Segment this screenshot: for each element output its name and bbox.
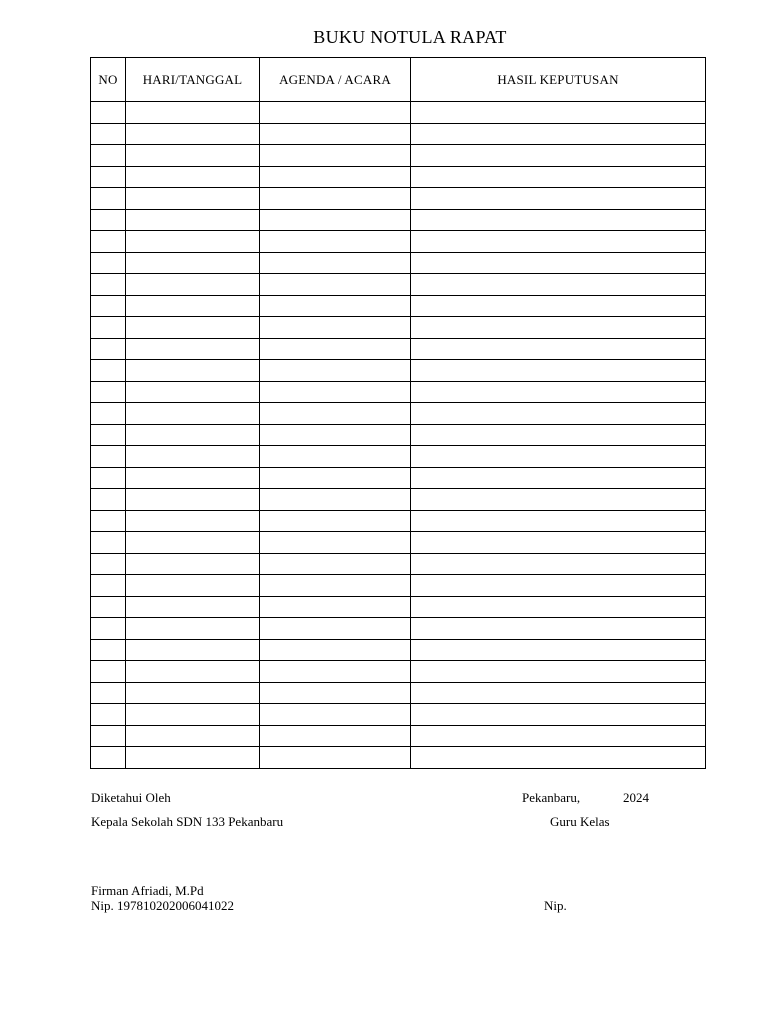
table-row xyxy=(91,467,706,489)
cell-no xyxy=(91,145,126,167)
cell-no xyxy=(91,424,126,446)
cell-result xyxy=(411,145,706,167)
cell-no xyxy=(91,231,126,253)
cell-agenda xyxy=(260,295,411,317)
cell-date xyxy=(126,166,260,188)
cell-agenda xyxy=(260,596,411,618)
cell-date xyxy=(126,510,260,532)
cell-date xyxy=(126,403,260,425)
cell-result xyxy=(411,532,706,554)
cell-result xyxy=(411,231,706,253)
cell-agenda xyxy=(260,725,411,747)
cell-no xyxy=(91,381,126,403)
cell-agenda xyxy=(260,274,411,296)
cell-result xyxy=(411,553,706,575)
cell-no xyxy=(91,661,126,683)
cell-date xyxy=(126,338,260,360)
header-agenda: AGENDA / ACARA xyxy=(260,58,411,102)
table-row xyxy=(91,381,706,403)
cell-no xyxy=(91,682,126,704)
cell-date xyxy=(126,102,260,124)
cell-date xyxy=(126,446,260,468)
cell-no xyxy=(91,747,126,769)
cell-agenda xyxy=(260,381,411,403)
table-row xyxy=(91,446,706,468)
header-result: HASIL KEPUTUSAN xyxy=(411,58,706,102)
cell-agenda xyxy=(260,403,411,425)
cell-agenda xyxy=(260,209,411,231)
table-row xyxy=(91,553,706,575)
cell-date xyxy=(126,467,260,489)
cell-date xyxy=(126,596,260,618)
cell-no xyxy=(91,188,126,210)
cell-no xyxy=(91,317,126,339)
cell-no xyxy=(91,704,126,726)
cell-agenda xyxy=(260,682,411,704)
cell-date xyxy=(126,639,260,661)
cell-no xyxy=(91,252,126,274)
cell-result xyxy=(411,575,706,597)
cell-agenda xyxy=(260,489,411,511)
cell-result xyxy=(411,661,706,683)
cell-result xyxy=(411,510,706,532)
cell-date xyxy=(126,274,260,296)
year-label: 2024 xyxy=(623,790,649,805)
table-row xyxy=(91,403,706,425)
cell-result xyxy=(411,338,706,360)
cell-result xyxy=(411,682,706,704)
cell-no xyxy=(91,360,126,382)
table-row xyxy=(91,360,706,382)
cell-result xyxy=(411,618,706,640)
cell-agenda xyxy=(260,661,411,683)
cell-result xyxy=(411,489,706,511)
place-label: Pekanbaru, xyxy=(522,790,581,805)
teacher-nip: Nip. xyxy=(544,898,567,913)
principal-position: Kepala Sekolah SDN 133 Pekanbaru xyxy=(91,814,284,829)
known-by-label: Diketahui Oleh xyxy=(91,790,171,805)
table-row xyxy=(91,489,706,511)
cell-no xyxy=(91,446,126,468)
cell-agenda xyxy=(260,446,411,468)
table-row xyxy=(91,639,706,661)
cell-no xyxy=(91,166,126,188)
principal-nip: Nip. 197810202006041022 xyxy=(91,898,234,913)
table-row xyxy=(91,166,706,188)
cell-date xyxy=(126,317,260,339)
table-row xyxy=(91,661,706,683)
cell-date xyxy=(126,618,260,640)
table-row xyxy=(91,209,706,231)
cell-date xyxy=(126,360,260,382)
table-row xyxy=(91,510,706,532)
cell-date xyxy=(126,725,260,747)
table-row xyxy=(91,424,706,446)
table-row xyxy=(91,102,706,124)
cell-no xyxy=(91,575,126,597)
table-row xyxy=(91,123,706,145)
cell-no xyxy=(91,639,126,661)
table-row xyxy=(91,747,706,769)
teacher-position: Guru Kelas xyxy=(550,814,610,829)
cell-no xyxy=(91,618,126,640)
cell-agenda xyxy=(260,639,411,661)
cell-agenda xyxy=(260,747,411,769)
table-row xyxy=(91,252,706,274)
cell-result xyxy=(411,725,706,747)
table-row xyxy=(91,596,706,618)
cell-no xyxy=(91,489,126,511)
cell-result xyxy=(411,252,706,274)
cell-result xyxy=(411,360,706,382)
table-row xyxy=(91,575,706,597)
document-title: BUKU NOTULA RAPAT xyxy=(313,27,507,47)
cell-agenda xyxy=(260,188,411,210)
table-header-row xyxy=(91,58,706,102)
notula-table xyxy=(90,57,706,769)
cell-result xyxy=(411,424,706,446)
cell-result xyxy=(411,467,706,489)
cell-no xyxy=(91,338,126,360)
table-row xyxy=(91,274,706,296)
cell-date xyxy=(126,295,260,317)
cell-no xyxy=(91,123,126,145)
table-row xyxy=(91,188,706,210)
cell-date xyxy=(126,123,260,145)
cell-agenda xyxy=(260,704,411,726)
cell-no xyxy=(91,274,126,296)
cell-result xyxy=(411,639,706,661)
cell-date xyxy=(126,252,260,274)
cell-result xyxy=(411,747,706,769)
cell-agenda xyxy=(260,360,411,382)
cell-result xyxy=(411,381,706,403)
cell-no xyxy=(91,295,126,317)
cell-no xyxy=(91,725,126,747)
cell-result xyxy=(411,166,706,188)
cell-date xyxy=(126,747,260,769)
table-row xyxy=(91,317,706,339)
cell-date xyxy=(126,424,260,446)
cell-result xyxy=(411,102,706,124)
cell-date xyxy=(126,661,260,683)
table-row xyxy=(91,231,706,253)
cell-date xyxy=(126,682,260,704)
cell-agenda xyxy=(260,532,411,554)
table-row xyxy=(91,532,706,554)
cell-no xyxy=(91,596,126,618)
cell-result xyxy=(411,209,706,231)
cell-date xyxy=(126,188,260,210)
cell-result xyxy=(411,123,706,145)
header-no: NO xyxy=(91,58,126,102)
cell-result xyxy=(411,295,706,317)
cell-date xyxy=(126,145,260,167)
cell-agenda xyxy=(260,424,411,446)
cell-result xyxy=(411,446,706,468)
cell-result xyxy=(411,317,706,339)
cell-date xyxy=(126,575,260,597)
cell-result xyxy=(411,403,706,425)
cell-date xyxy=(126,209,260,231)
cell-agenda xyxy=(260,575,411,597)
cell-result xyxy=(411,704,706,726)
cell-no xyxy=(91,510,126,532)
table-row xyxy=(91,725,706,747)
principal-name: Firman Afriadi, M.Pd xyxy=(91,883,204,898)
cell-no xyxy=(91,553,126,575)
cell-result xyxy=(411,596,706,618)
cell-agenda xyxy=(260,317,411,339)
table-row xyxy=(91,145,706,167)
cell-date xyxy=(126,381,260,403)
cell-date xyxy=(126,553,260,575)
cell-agenda xyxy=(260,102,411,124)
cell-no xyxy=(91,102,126,124)
cell-agenda xyxy=(260,618,411,640)
cell-date xyxy=(126,704,260,726)
cell-agenda xyxy=(260,338,411,360)
cell-date xyxy=(126,489,260,511)
table-row xyxy=(91,704,706,726)
cell-agenda xyxy=(260,467,411,489)
cell-result xyxy=(411,274,706,296)
table-row xyxy=(91,338,706,360)
cell-no xyxy=(91,532,126,554)
cell-agenda xyxy=(260,252,411,274)
cell-date xyxy=(126,231,260,253)
cell-agenda xyxy=(260,145,411,167)
cell-agenda xyxy=(260,166,411,188)
cell-agenda xyxy=(260,553,411,575)
cell-result xyxy=(411,188,706,210)
table-row xyxy=(91,295,706,317)
cell-no xyxy=(91,209,126,231)
table-body xyxy=(91,102,706,769)
cell-no xyxy=(91,467,126,489)
cell-agenda xyxy=(260,123,411,145)
cell-no xyxy=(91,403,126,425)
table-row xyxy=(91,618,706,640)
cell-date xyxy=(126,532,260,554)
table-row xyxy=(91,682,706,704)
cell-agenda xyxy=(260,231,411,253)
header-date: HARI/TANGGAL xyxy=(126,58,260,102)
cell-agenda xyxy=(260,510,411,532)
